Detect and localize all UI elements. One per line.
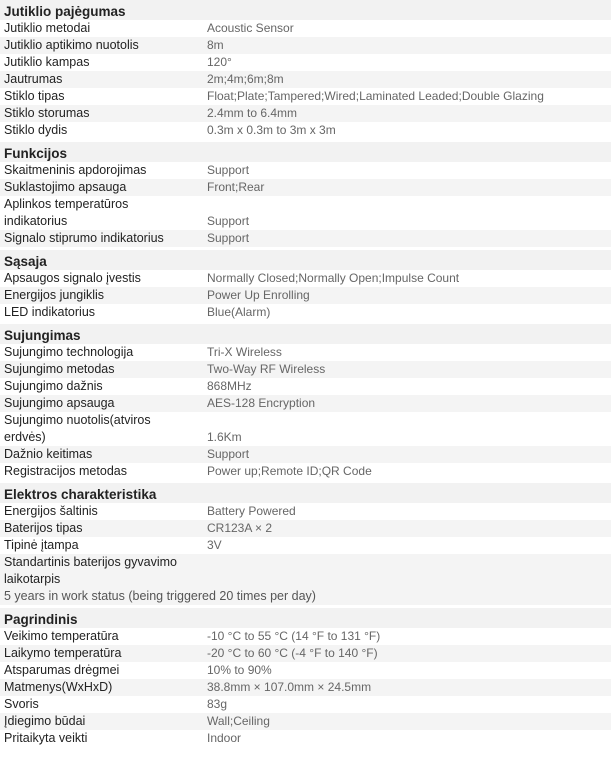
spec-label: Sujungimo technologija (4, 345, 134, 359)
spec-row (0, 304, 611, 321)
spec-value: 0.3m x 0.3m to 3m x 3m (207, 123, 336, 137)
spec-label: Tipinė įtampa (4, 538, 79, 552)
spec-row (0, 713, 611, 730)
spec-value: Float;Plate;Tampered;Wired;Laminated Leaded;Double Glazing (207, 89, 544, 103)
spec-row (0, 54, 611, 71)
spec-value: Power Up Enrolling (207, 288, 310, 302)
spec-value: Wall;Ceiling (207, 714, 270, 728)
spec-row (0, 361, 611, 378)
spec-row (0, 105, 611, 122)
spec-value: Indoor (207, 731, 242, 745)
spec-value: Battery Powered (207, 504, 296, 518)
spec-value: 38.8mm × 107.0mm × 24.5mm (207, 680, 372, 694)
spec-row (0, 554, 611, 605)
spec-label: Aplinkos temperatūros indikatorius (4, 197, 129, 228)
spec-row (0, 179, 611, 196)
spec-label: Baterijos tipas (4, 521, 83, 535)
spec-value: Support (207, 214, 250, 228)
spec-label: Matmenys(WxHxD) (4, 680, 113, 694)
spec-value: Support (207, 447, 250, 461)
spec-row (0, 162, 611, 179)
spec-label: Standartinis baterijos gyvavimo laikotarpis (4, 555, 177, 586)
spec-row (0, 662, 611, 679)
spec-row (0, 645, 611, 662)
spec-label: Veikimo temperatūra (4, 629, 119, 643)
spec-label: Dažnio keitimas (4, 447, 93, 461)
spec-row (0, 270, 611, 287)
spec-row (0, 503, 611, 520)
section-electrical (0, 483, 611, 605)
spec-label: Stiklo dydis (4, 123, 68, 137)
spec-label: Signalo stiprumo indikatorius (4, 231, 164, 245)
spec-value: 2m;4m;6m;8m (207, 72, 284, 86)
spec-value: 83g (207, 697, 228, 711)
spec-row (0, 20, 611, 37)
spec-value: 10% to 90% (207, 663, 272, 677)
spec-row (0, 520, 611, 537)
spec-label: Registracijos metodas (4, 464, 127, 478)
spec-label: Energijos šaltinis (4, 504, 98, 518)
section-interface (0, 250, 611, 321)
section-title: Jutiklio pajėgumas (0, 0, 611, 20)
spec-row (0, 37, 611, 54)
spec-value: Tri-X Wireless (207, 345, 282, 359)
spec-row (0, 730, 611, 747)
spec-value: -20 °C to 60 °C (-4 °F to 140 °F) (207, 646, 378, 660)
spec-row (0, 412, 611, 446)
spec-label: Stiklo storumas (4, 106, 90, 120)
spec-row (0, 196, 611, 230)
section-connection (0, 324, 611, 480)
spec-row (0, 679, 611, 696)
spec-row (0, 88, 611, 105)
spec-row (0, 122, 611, 139)
spec-value: Acoustic Sensor (207, 21, 294, 35)
spec-label: Atsparumas drėgmei (4, 663, 120, 677)
section-title: Elektros charakteristika (0, 483, 611, 503)
spec-label: Skaitmeninis apdorojimas (4, 163, 147, 177)
section-general (0, 608, 611, 747)
spec-label: Sujungimo apsauga (4, 396, 115, 410)
spec-row (0, 230, 611, 247)
spec-value: AES-128 Encryption (207, 396, 316, 410)
spec-value: 868MHz (207, 379, 252, 393)
spec-label: Stiklo tipas (4, 89, 65, 103)
spec-row (0, 628, 611, 645)
section-title: Sąsaja (0, 250, 611, 270)
spec-label: Pritaikyta veikti (4, 731, 88, 745)
spec-label: Apsaugos signalo įvestis (4, 271, 141, 285)
spec-value: Normally Closed;Normally Open;Impulse Count (207, 271, 460, 285)
spec-row (0, 378, 611, 395)
spec-label: Jutiklio aptikimo nuotolis (4, 38, 139, 52)
section-title: Sujungimas (0, 324, 611, 344)
spec-label: Jautrumas (4, 72, 63, 86)
spec-value: Support (207, 163, 250, 177)
spec-value: Blue(Alarm) (207, 305, 271, 319)
spec-value: 1.6Km (207, 430, 242, 444)
section-title: Funkcijos (0, 142, 611, 162)
spec-label: Energijos jungiklis (4, 288, 105, 302)
section-title: Pagrindinis (0, 608, 611, 628)
spec-label: Sujungimo metodas (4, 362, 115, 376)
spec-value: 120° (207, 55, 232, 69)
spec-label: Įdiegimo būdai (4, 714, 86, 728)
spec-label: LED indikatorius (4, 305, 96, 319)
spec-row (0, 463, 611, 480)
spec-value: Power up;Remote ID;QR Code (207, 464, 372, 478)
spec-value: Front;Rear (207, 180, 265, 194)
section-functions (0, 142, 611, 247)
spec-label: Jutiklio metodai (4, 21, 91, 35)
spec-label: Jutiklio kampas (4, 55, 90, 69)
spec-row (0, 71, 611, 88)
spec-label: Svoris (4, 697, 39, 711)
spec-row (0, 344, 611, 361)
spec-value: 8m (207, 38, 224, 52)
spec-row (0, 537, 611, 554)
spec-value: CR123A × 2 (207, 521, 273, 535)
spec-value: 2.4mm to 6.4mm (207, 106, 298, 120)
spec-row (0, 287, 611, 304)
spec-label: Sujungimo dažnis (4, 379, 103, 393)
spec-value: 5 years in work status (being triggered 20 times per day) (4, 589, 316, 603)
spec-value: Support (207, 231, 250, 245)
spec-row (0, 446, 611, 463)
section-sensor-capability (0, 0, 611, 139)
spec-row (0, 395, 611, 412)
spec-value: Two-Way RF Wireless (207, 362, 326, 376)
spec-label: Laikymo temperatūra (4, 646, 122, 660)
spec-value: -10 °C to 55 °C (14 °F to 131 °F) (207, 629, 381, 643)
spec-label: Suklastojimo apsauga (4, 180, 127, 194)
spec-label: Sujungimo nuotolis(atviros erdvės) (4, 413, 151, 444)
spec-value: 3V (207, 538, 222, 552)
spec-row (0, 696, 611, 713)
